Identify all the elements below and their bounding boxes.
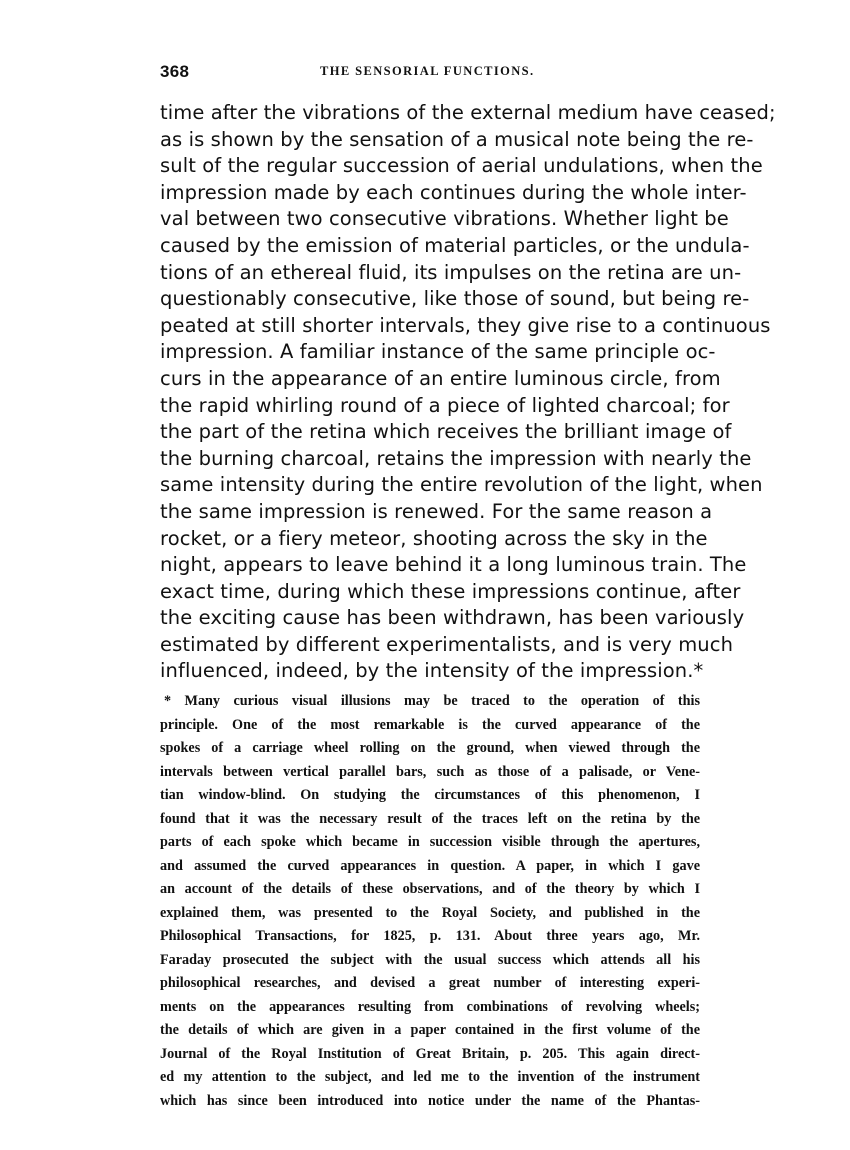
body-line: as is shown by the sensation of a musical note being the re- <box>160 127 754 151</box>
body-line: the burning charcoal, retains the impression with nearly the <box>160 446 752 470</box>
body-line: night, appears to leave behind it a long luminous train. The <box>160 553 747 577</box>
footnote-line: an account of the details of these observations, and of the theory by which I <box>160 881 700 897</box>
footnote-line: Faraday prosecuted the subject with the usual success which attends all his <box>160 951 700 968</box>
footnote-line: ed my attention to the subject, and led me to the invention of the instrument <box>160 1069 700 1085</box>
footnote-line: intervals between vertical parallel bars, such as those of a palisade, or Vene- <box>160 763 700 780</box>
body-line: tions of an ethereal fluid, its impulses on the retina are un- <box>160 260 742 284</box>
body-line: impression made by each continues during the whole inter- <box>160 180 747 204</box>
footnote-line: principle. One of the most remarkable is the curved appearance of the <box>160 716 700 733</box>
body-line: influenced, indeed, by the intensity of the impression.* <box>160 659 704 683</box>
footnote-line: parts of each spoke which became in succession visible through the apertures, <box>160 834 700 850</box>
footnote-line: and assumed the curved appearances in question. A paper, in which I gave <box>160 857 700 874</box>
body-line: the part of the retina which receives the brilliant image of <box>160 420 732 444</box>
body-line: the rapid whirling round of a piece of lighted charcoal; for <box>160 393 730 417</box>
footnote-line: philosophical researches, and devised a great number of interesting experi- <box>160 975 700 991</box>
body-line: exact time, during which these impressions continue, after <box>160 579 741 603</box>
body-paragraph <box>160 100 776 685</box>
page-number: 368 <box>160 62 190 81</box>
footnote-line: explained them, was presented to the Royal Society, and published in the <box>160 904 700 921</box>
footnote-line: tian window-blind. On studying the circumstances of this phenomenon, I <box>160 787 700 803</box>
footnote-line: Journal of the Royal Institution of Great Britain, p. 205. This again direct- <box>160 1045 700 1062</box>
footnote-line: spokes of a carriage wheel rolling on the ground, when viewed through the <box>160 740 700 756</box>
footnote-line: the details of which are given in a paper contained in the first volume of the <box>160 1022 700 1038</box>
footnote <box>160 690 700 1113</box>
body-line: time after the vibrations of the external medium have ceased; <box>160 101 776 124</box>
footnote-line: which has since been introduced into notice under the name of the Phantas- <box>160 1092 700 1109</box>
running-head <box>160 62 720 84</box>
footnote-line: Philosophical Transactions, for 1825, p. 131. About three years ago, Mr. <box>160 928 700 944</box>
footnote-line: ments on the appearances resulting from combinations of revolving wheels; <box>160 998 700 1015</box>
body-line: estimated by different experimentalists, and is very much <box>160 632 734 656</box>
body-line: curs in the appearance of an entire luminous circle, from <box>160 366 721 390</box>
body-line: rocket, or a fiery meteor, shooting across the sky in the <box>160 526 708 550</box>
body-line: caused by the emission of material particles, or the undula- <box>160 233 750 257</box>
running-title: THE SENSORIAL FUNCTIONS. <box>320 64 535 78</box>
footnote-line: * Many curious visual illusions may be traced to the operation of this <box>164 693 700 709</box>
body-line: impression. A familiar instance of the same principle oc- <box>160 340 716 364</box>
body-line: the same impression is renewed. For the same reason a <box>160 499 713 523</box>
footnote-line: found that it was the necessary result of the traces left on the retina by the <box>160 810 700 827</box>
body-line: peated at still shorter intervals, they give rise to a continuous <box>160 313 771 337</box>
body-line: same intensity during the entire revolution of the light, when <box>160 473 763 497</box>
body-line: sult of the regular succession of aerial undulations, when the <box>160 154 763 178</box>
body-line: questionably consecutive, like those of sound, but being re- <box>160 287 750 311</box>
body-line: val between two consecutive vibrations. Whether light be <box>160 207 729 231</box>
body-line: the exciting cause has been withdrawn, has been variously <box>160 606 745 630</box>
